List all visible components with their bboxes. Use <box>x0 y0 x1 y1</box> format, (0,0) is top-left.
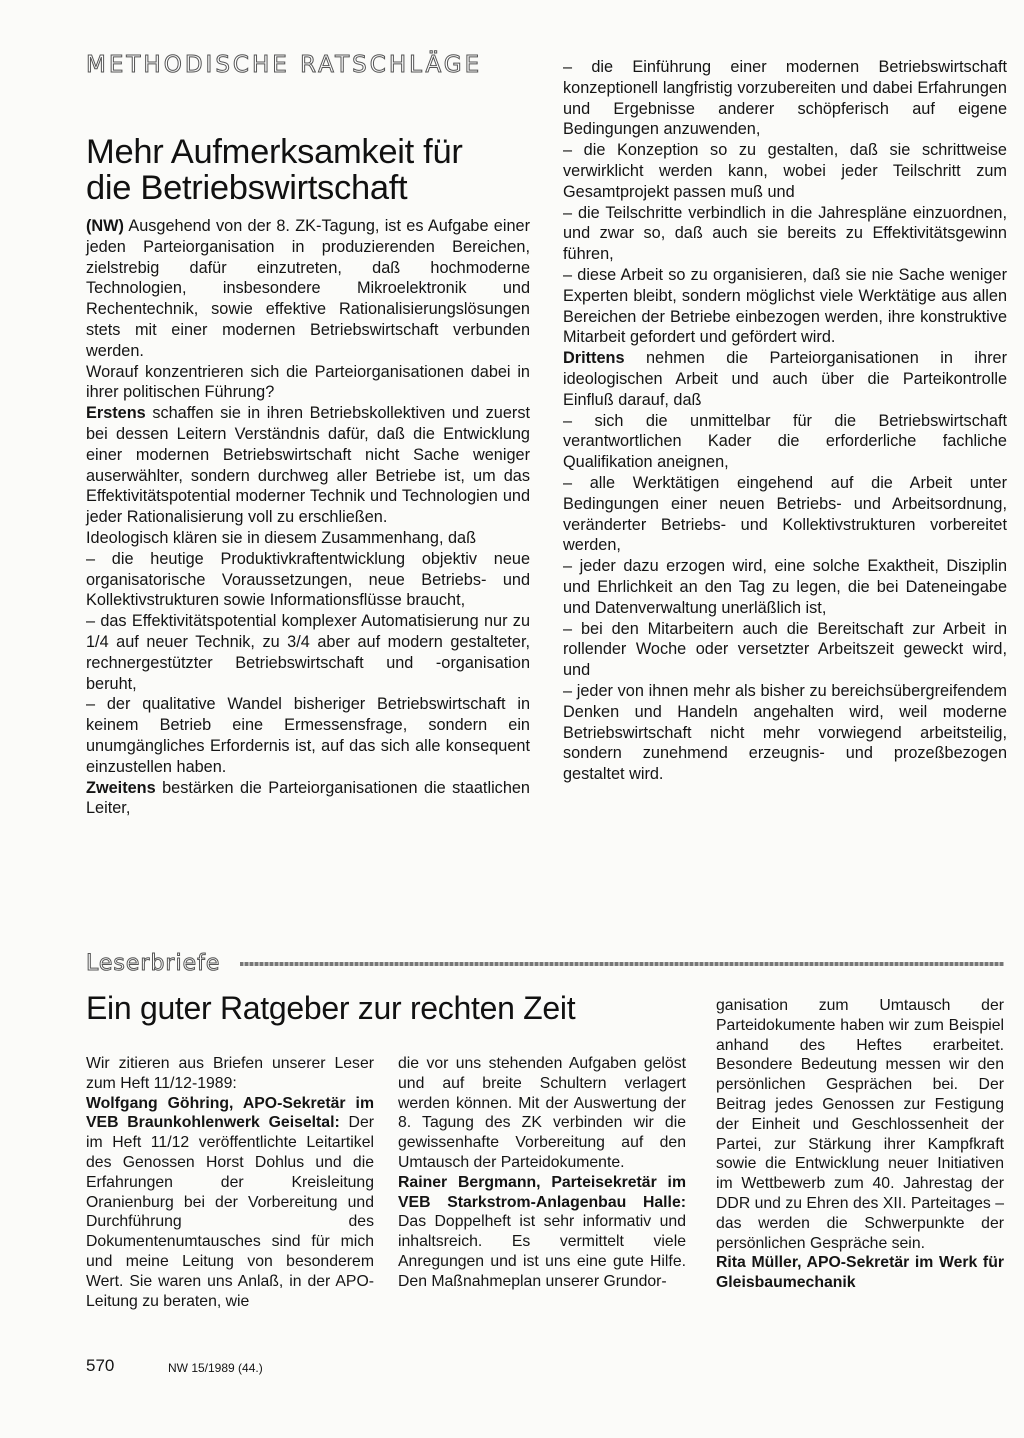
paragraph-text: – alle Werktätigen eingehend auf die Arbeit unter Bedingungen einer neuen Betriebs- und Arbeitsordnung, veränderter Betriebs- und Kollektivstrukturen vorbereitet werden, <box>563 473 1007 555</box>
paragraph-lead: (NW) <box>86 217 124 235</box>
headline-line: Mehr Aufmerksamkeit für <box>86 133 463 171</box>
paragraph-text: Wir zitieren aus Briefen unserer Leser zum Heft 11/12-1989: <box>86 1055 374 1092</box>
paragraph-lead: Zweitens <box>86 778 156 797</box>
paragraph <box>398 1173 686 1292</box>
paragraph-text: – bei den Mitarbeitern auch die Bereitschaft zur Arbeit in rollender Woche oder versetzter Arbeitszeit geweckt wird, und <box>563 619 1007 680</box>
section-rule <box>240 962 1004 966</box>
paragraph-text: ganisation zum Umtausch der Parteidokumente haben wir zum Beispiel anhand des Heftes erarbeitet. Besondere Bedeutung messen wir den persönlichen Gesprächen bei. Der Beitrag jedes Genossen zur Festigung der Einheit und Geschlossenheit der Partei, zur Stärkung ihrer Kampfkraft sowie die Entwicklung neuer Initiativen im Wettbewerb zum 40. Jahrestag der DDR und zu Ehren des XII. Parteitages – das werden die Schwerpunkte der persönlichen Gespräche sein. <box>716 997 1005 1252</box>
paragraph-text: Ausgehend von der 8. ZK-Tagung, ist es Aufgabe einer jeden Parteiorganisation in produzierenden Bereichen, zielstrebig dafür einzutreten, daß hochmoderne Technologien, insbesondere Mikroelektronik und Rechentechnik, sowie effektive Rationalisierungslösungen stets mit einer modernen Betriebswirtschaft verbunden werden. <box>86 217 530 360</box>
paragraph-text: schaffen sie in ihren Betriebskollektiven und zuerst bei dessen Leitern Verständnis dafür, daß die Entwicklung einer modernen Betriebswirtschaft nicht Sache weniger auserwählter, sondern durchweg aller Betriebe ist, um das Effektivitätspotential moderner Technik und Technologien und jeder Rationalisierung voll zu erschließen. <box>86 404 530 527</box>
section-kicker: Leserbriefe <box>86 951 221 976</box>
paragraph <box>563 265 1007 348</box>
paragraph <box>86 216 530 362</box>
paragraph-text: – jeder dazu erzogen wird, eine solche Exaktheit, Disziplin und Ehrlichkeit an den Tag zu legen, die bei Dateneingabe und Datenverwaltung unerläßlich ist, <box>563 557 1007 617</box>
section-kicker: METHODISCHE RATSCHLÄGE <box>86 52 483 78</box>
paragraph-text: Der im Heft 11/12 veröffentlichte Leitartikel des Genossen Horst Dohlus und die Erfahrungen der Kreisleitung Oranienburg bei der Vorbereitung und Durchführung des Dokumentenumtausches sind für mich und meine Leitung von besonderem Wert. Sie waren uns Anlaß, in der APO-Leitung zu beraten, wie <box>86 1114 374 1310</box>
paragraph <box>86 694 530 777</box>
paragraph-text: – die Einführung einer modernen Betriebswirtschaft konzeptionell langfristig vorzubereiten und dabei Erfahrungen und Ergebnisse anderer schöpferisch auf eigene Bedingungen anzuwenden, <box>563 58 1007 139</box>
paragraph-lead: Rita Müller, APO-Sekretär im Werk für Gleisbaumechanik <box>716 1254 1004 1292</box>
paragraph-text: nehmen die Parteiorganisationen in ihrer ideologischen Arbeit und auch über die Parteikontrolle Einfluß darauf, daß <box>563 349 1007 409</box>
paragraph <box>563 203 1007 265</box>
paragraph <box>563 473 1007 556</box>
paragraph-text: bestärken die Parteiorganisationen die staatlichen Leiter, <box>86 778 530 818</box>
headline-line: die Betriebswirtschaft <box>86 169 408 207</box>
paragraph-text: – das Effektivitätspotential komplexer Automatisierung nur zu 1/4 auf neuer Technik, zu 3/4 aber auf modern gestalteter, rechnergestützter Betriebswirtschaft und -organisation beruht, <box>86 612 530 693</box>
letters-column-2 <box>398 1054 686 1292</box>
paragraph <box>563 411 1007 473</box>
issue-label: NW 15/1989 (44.) <box>168 1361 263 1375</box>
paragraph-lead: Erstens <box>86 404 146 423</box>
paragraph <box>86 528 530 549</box>
paragraph-text: – die heutige Produktivkraftentwicklung objektiv neue organisatorische Voraussetzungen, neue Betriebs- und Kollektivstrukturen sowie Informationsflüsse braucht, <box>86 549 530 610</box>
paragraph <box>563 348 1007 410</box>
paragraph <box>563 681 1007 785</box>
paragraph <box>86 611 530 694</box>
paragraph <box>86 1054 374 1094</box>
paragraph-text: – die Konzeption so zu gestalten, daß sie schrittweise verwirklicht werden kann, wobei jeder Teilschritt zum Gesamtprojekt passen muß und <box>563 141 1007 201</box>
letters-column-1 <box>86 1054 374 1311</box>
paragraph-text: – der qualitative Wandel bisheriger Betriebswirtschaft in keinem Betrieb eine Ermessensfrage, sondern ein unumgängliches Erfordernis ist, auf das sich alle konsequent einzustellen haben. <box>86 695 530 776</box>
article-headline <box>86 990 706 1026</box>
article-column-left <box>86 216 530 819</box>
paragraph <box>563 556 1007 618</box>
letters-column-3 <box>716 996 1004 1293</box>
paragraph-text: die vor uns stehenden Aufgaben gelöst und auf breite Schultern verlagert werden können. Mit der Auswertung der 8. Tagung des ZK verbinden wir die gewissenhafte Vorbereitung auf den Umtausch der Parteidokumente. <box>398 1055 686 1171</box>
paragraph-text: – jeder von ihnen mehr als bisher zu bereichsübergreifendem Denken und Handeln angehalten wird, weil moderne Betriebswirtschaft nicht mehr vorwiegend arbeitsteilig, sondern zunehmend erzeugnis- und prozeßbezogen gestaltet wird. <box>563 681 1007 784</box>
paragraph-text: – sich die unmittelbar für die Betriebswirtschaft verantwortlichen Kader die erforderliche fachliche Qualifikation aneignen, <box>563 411 1007 472</box>
paragraph <box>86 403 530 528</box>
paragraph <box>86 1094 374 1312</box>
paragraph <box>398 1054 686 1173</box>
paragraph <box>86 362 530 404</box>
headline-text: Ein guter Ratgeber zur rechten Zeit <box>86 990 576 1026</box>
paragraph-text: – diese Arbeit so zu organisieren, daß sie nie Sache weniger Experten bleibt, sondern möglichst viele Werktätige aus allen Bereichen der Betriebe einbezogen werden, ihre konstruktive Mitarbeit gefordert und gefördert wird. <box>563 265 1007 347</box>
paragraph <box>716 1253 1004 1293</box>
paragraph <box>563 140 1007 202</box>
paragraph <box>86 549 530 611</box>
paragraph-lead: Drittens <box>563 349 625 368</box>
paragraph-text: Ideologisch klären sie in diesem Zusammenhang, daß <box>86 528 477 547</box>
paragraph <box>716 996 1004 1253</box>
paragraph-lead: Wolfgang Göhring, APO-Sekretär im VEB Braunkohlenwerk Geiseltal: <box>86 1094 374 1132</box>
page-number: 570 <box>86 1356 115 1375</box>
article-headline <box>86 134 546 206</box>
paragraph-text: Das Doppelheft ist sehr informativ und inhaltsreich. Es vermittelt viele Anregungen und ist uns eine gute Hilfe. Den Maßnahmeplan unserer Grundor- <box>398 1213 686 1290</box>
article-column-right <box>563 57 1007 785</box>
paragraph-text: Worauf konzentrieren sich die Parteiorganisationen dabei in ihrer politischen Führung? <box>86 362 530 402</box>
paragraph-lead: Rainer Bergmann, Parteisekretär im VEB Starkstrom-Anlagenbau Halle: <box>398 1173 686 1211</box>
paragraph <box>563 57 1007 140</box>
paragraph <box>563 619 1007 681</box>
paragraph <box>86 778 530 820</box>
paragraph-text: – die Teilschritte verbindlich in die Jahrespläne einzuordnen, und zwar so, daß auch sie bereits zu Effektivitätsgewinn führen, <box>563 203 1007 264</box>
